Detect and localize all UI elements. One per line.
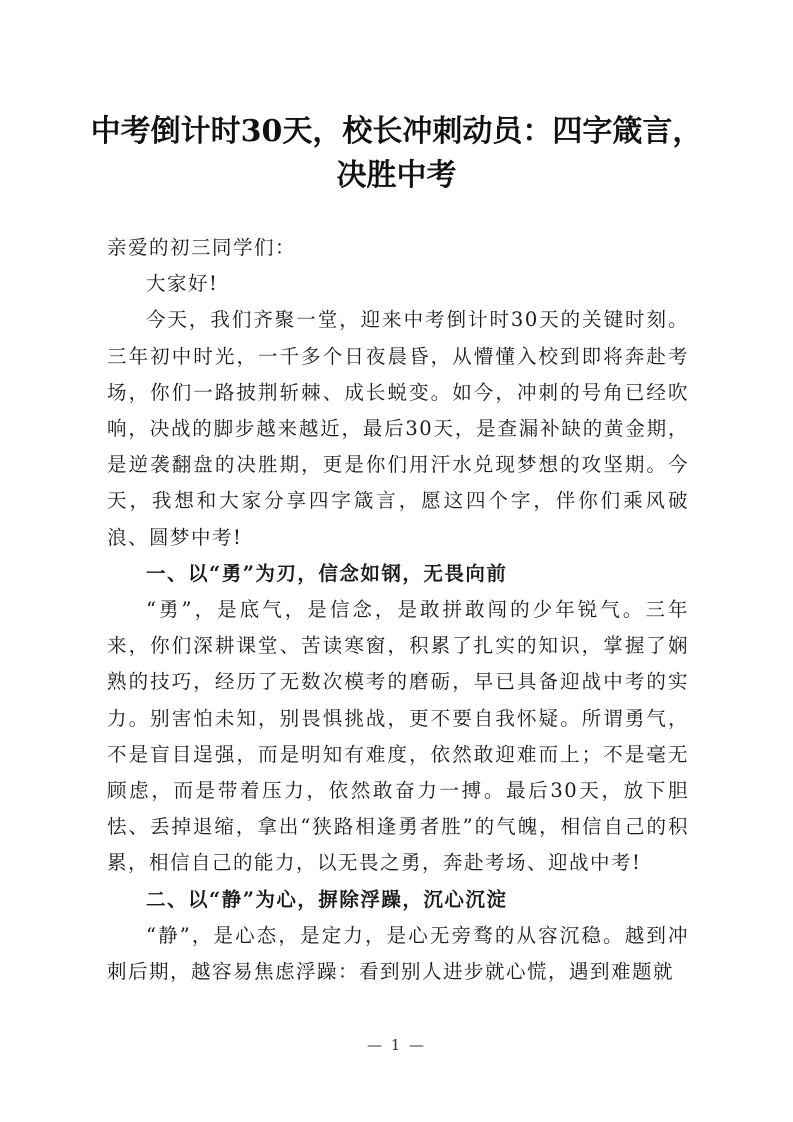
greeting-line: 亲爱的初三同学们： bbox=[107, 236, 297, 259]
section-2-heading: 二、以“静”为心，摒除浮躁，沉心沉淀 bbox=[146, 887, 508, 911]
section-1-heading: 一、以“勇”为刃，信念如钢，无畏向前 bbox=[146, 561, 508, 585]
intro-paragraph: 今天，我们齐聚一堂，迎来中考倒计时30天的关键时刻。三年初中时光，一千多个日夜晨昏，从懵懂入校到即将奔赴考场，你们一路披荆斩棘、成长蜕变。如今，冲刺的号角已经吹响，决战的脚步越来越近，最后30天，是查漏补缺的黄金期，是逆袭翻盘的决胜期，更是你们用汗水兑现梦想的攻坚期。今天，我想和大家分享四字箴言，愿这四个字，伴你们乘风破浪、圆梦中考! bbox=[107, 308, 689, 549]
section-1-paragraph: “勇”，是底气，是信念，是敢拼敢闯的少年锐气。三年来，你们深耕课堂、苦读寒窗，积累了扎实的知识，掌握了娴熟的技巧，经历了无数次模考的磨砺，早已具备迎战中考的实力。别害怕未知，别畏惧挑战，更不要自我怀疑。所谓勇气，不是盲目逞强，而是明知有难度，依然敢迎难而上；不是毫无顾虑，而是带着压力，依然敢奋力一搏。最后30天，放下胆怯、丢掉退缩，拿出“狭路相逢勇者胜”的气魄，相信自己的积累，相信自己的能力，以无畏之勇，奔赴考场、迎战中考! bbox=[107, 598, 689, 875]
document-body bbox=[107, 230, 689, 990]
hello-line: 大家好! bbox=[146, 272, 219, 296]
document-title: 中考倒计时30天，校长冲刺动员：四字箴言，决胜中考 bbox=[90, 114, 703, 193]
section-2-paragraph: “静”，是心态，是定力，是心无旁骛的从容沉稳。越到冲刺后期，越容易焦虑浮躁：看到别人进步就心慌，遇到难题就 bbox=[107, 923, 689, 984]
page-number: — 1 — bbox=[366, 1036, 427, 1054]
